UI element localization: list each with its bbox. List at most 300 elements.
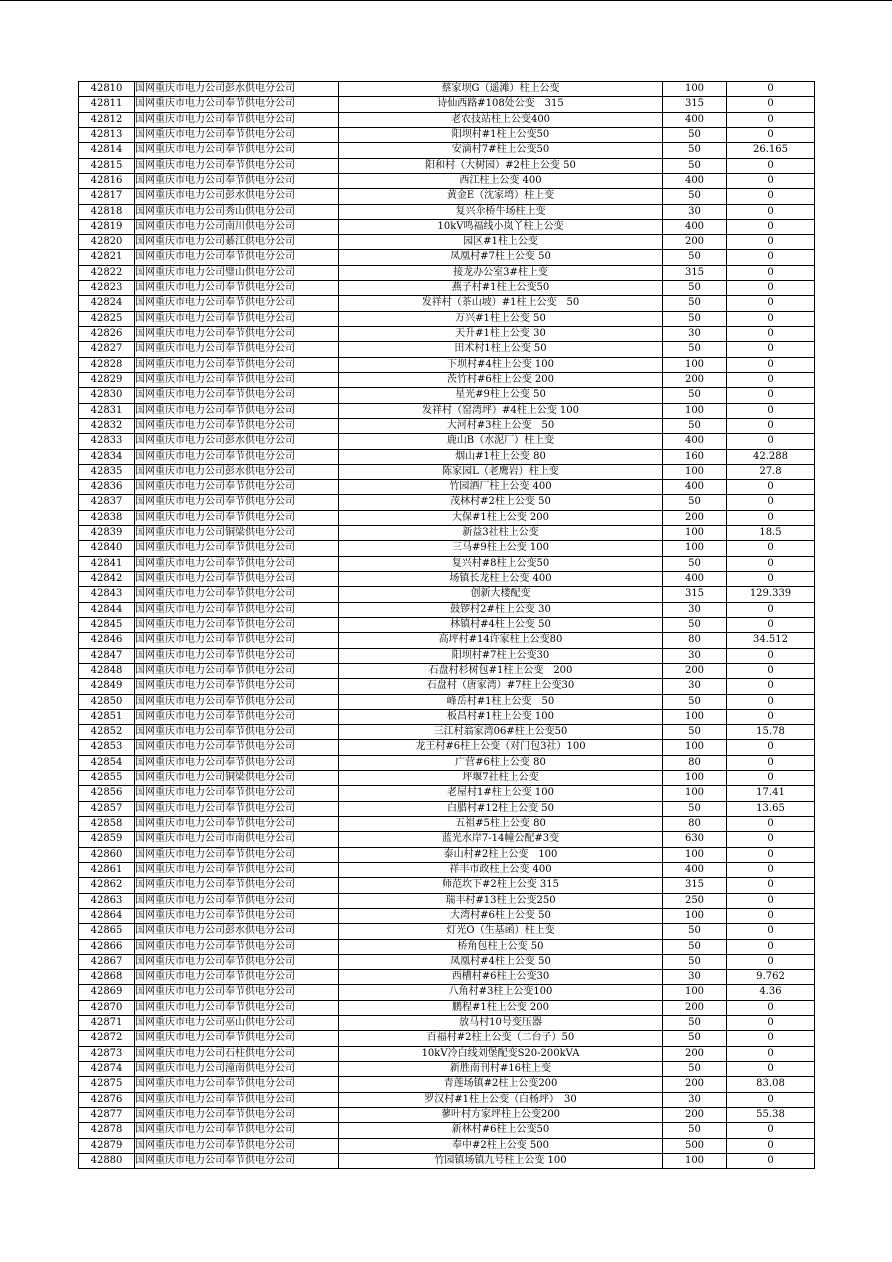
capacity-cell: 50 bbox=[663, 281, 727, 296]
transformer-name-cell: 蓝光水岸7-14幢公配#3变 bbox=[339, 832, 663, 847]
value-cell: 0 bbox=[727, 189, 815, 204]
transformer-name-cell: 发祥村（窑湾坪）#4柱上公变 100 bbox=[339, 403, 663, 418]
value-cell: 0 bbox=[727, 495, 815, 510]
capacity-cell: 50 bbox=[663, 556, 727, 571]
transformer-name-cell: 西槽村#6柱上公变30 bbox=[339, 970, 663, 985]
value-cell: 26.165 bbox=[727, 143, 815, 158]
company-cell: 国网重庆市电力公司奉节供电分公司 bbox=[135, 679, 339, 694]
row-id-cell: 42859 bbox=[79, 832, 135, 847]
value-cell: 0 bbox=[727, 847, 815, 862]
company-cell: 国网重庆市电力公司巫山供电分公司 bbox=[135, 1016, 339, 1031]
capacity-cell: 80 bbox=[663, 755, 727, 770]
company-cell: 国网重庆市电力公司奉节供电分公司 bbox=[135, 372, 339, 387]
transformer-name-cell: 10kV鸣福线小岚丫柱上公变 bbox=[339, 219, 663, 234]
value-cell: 34.512 bbox=[727, 633, 815, 648]
value-cell: 0 bbox=[727, 82, 815, 97]
table-row bbox=[79, 204, 815, 219]
table-row bbox=[79, 219, 815, 234]
table-row bbox=[79, 173, 815, 188]
company-cell: 国网重庆市电力公司奉节供电分公司 bbox=[135, 541, 339, 556]
row-id-cell: 42849 bbox=[79, 679, 135, 694]
value-cell: 0 bbox=[727, 832, 815, 847]
table-row bbox=[79, 786, 815, 801]
transformer-name-cell: 林镇村#4柱上公变 50 bbox=[339, 617, 663, 632]
page-top-rule bbox=[0, 0, 892, 1]
row-id-cell: 42830 bbox=[79, 388, 135, 403]
company-cell: 国网重庆市电力公司奉节供电分公司 bbox=[135, 740, 339, 755]
row-id-cell: 42869 bbox=[79, 985, 135, 1000]
table-row bbox=[79, 296, 815, 311]
transformer-name-cell: 大河村#3柱上公变 50 bbox=[339, 418, 663, 433]
transformer-name-cell: 师范坎下#2柱上公变 315 bbox=[339, 878, 663, 893]
row-id-cell: 42817 bbox=[79, 189, 135, 204]
value-cell: 129.339 bbox=[727, 587, 815, 602]
company-cell: 国网重庆市电力公司奉节供电分公司 bbox=[135, 97, 339, 112]
company-cell: 国网重庆市电力公司奉节供电分公司 bbox=[135, 1153, 339, 1168]
transformer-name-cell: 万兴#1柱上公变 50 bbox=[339, 311, 663, 326]
capacity-cell: 315 bbox=[663, 97, 727, 112]
transformer-name-cell: 大湾村#6柱上公变 50 bbox=[339, 908, 663, 923]
capacity-cell: 200 bbox=[663, 235, 727, 250]
company-cell: 国网重庆市电力公司奉节供电分公司 bbox=[135, 694, 339, 709]
row-id-cell: 42811 bbox=[79, 97, 135, 112]
transformer-name-cell: 竹园酒厂柱上公变 400 bbox=[339, 480, 663, 495]
value-cell: 0 bbox=[727, 556, 815, 571]
value-cell: 0 bbox=[727, 572, 815, 587]
value-cell: 42.288 bbox=[727, 449, 815, 464]
table-row bbox=[79, 265, 815, 280]
transformer-name-cell: 黄金E（沈家塆）柱上变 bbox=[339, 189, 663, 204]
table-row bbox=[79, 617, 815, 632]
transformer-name-cell: 坪堰7社柱上公变 bbox=[339, 771, 663, 786]
transformer-name-cell: 龙王村#6柱上公变（对门包3社）100 bbox=[339, 740, 663, 755]
row-id-cell: 42843 bbox=[79, 587, 135, 602]
company-cell: 国网重庆市电力公司奉节供电分公司 bbox=[135, 173, 339, 188]
company-cell: 国网重庆市电力公司綦江供电分公司 bbox=[135, 235, 339, 250]
company-cell: 国网重庆市电力公司彭水供电分公司 bbox=[135, 464, 339, 479]
value-cell: 0 bbox=[727, 893, 815, 908]
row-id-cell: 42834 bbox=[79, 449, 135, 464]
capacity-cell: 30 bbox=[663, 648, 727, 663]
transformer-name-cell: 石盘村杉树包#1柱上公变 200 bbox=[339, 663, 663, 678]
table-row bbox=[79, 112, 815, 127]
row-id-cell: 42832 bbox=[79, 418, 135, 433]
value-cell: 0 bbox=[727, 817, 815, 832]
table-row bbox=[79, 97, 815, 112]
transformer-name-cell: 桥角包柱上公变 50 bbox=[339, 939, 663, 954]
company-cell: 国网重庆市电力公司奉节供电分公司 bbox=[135, 296, 339, 311]
value-cell: 0 bbox=[727, 1000, 815, 1015]
capacity-cell: 30 bbox=[663, 204, 727, 219]
table-row bbox=[79, 311, 815, 326]
company-cell: 国网重庆市电力公司奉节供电分公司 bbox=[135, 801, 339, 816]
transformer-name-cell: 灯光O（生基函）柱上变 bbox=[339, 924, 663, 939]
value-cell: 0 bbox=[727, 296, 815, 311]
table-row bbox=[79, 464, 815, 479]
transformer-name-cell: 西江柱上公变 400 bbox=[339, 173, 663, 188]
transformer-name-cell: 田术村1柱上公变 50 bbox=[339, 342, 663, 357]
row-id-cell: 42812 bbox=[79, 112, 135, 127]
transformer-name-cell: 五祖#5柱上公变 80 bbox=[339, 817, 663, 832]
capacity-cell: 400 bbox=[663, 173, 727, 188]
transformer-name-cell: 广营#6柱上公变 80 bbox=[339, 755, 663, 770]
row-id-cell: 42837 bbox=[79, 495, 135, 510]
company-cell: 国网重庆市电力公司奉节供电分公司 bbox=[135, 817, 339, 832]
capacity-cell: 30 bbox=[663, 602, 727, 617]
table-row bbox=[79, 1016, 815, 1031]
value-cell: 13.65 bbox=[727, 801, 815, 816]
capacity-cell: 50 bbox=[663, 694, 727, 709]
value-cell: 0 bbox=[727, 1092, 815, 1107]
company-cell: 国网重庆市电力公司铜梁供电分公司 bbox=[135, 526, 339, 541]
row-id-cell: 42878 bbox=[79, 1123, 135, 1138]
value-cell: 0 bbox=[727, 908, 815, 923]
company-cell: 国网重庆市电力公司奉节供电分公司 bbox=[135, 908, 339, 923]
transformer-name-cell: 蔡家坝G（遥滩）柱上公变 bbox=[339, 82, 663, 97]
capacity-cell: 200 bbox=[663, 1107, 727, 1122]
row-id-cell: 42825 bbox=[79, 311, 135, 326]
row-id-cell: 42856 bbox=[79, 786, 135, 801]
capacity-cell: 30 bbox=[663, 1092, 727, 1107]
company-cell: 国网重庆市电力公司奉节供电分公司 bbox=[135, 786, 339, 801]
row-id-cell: 42835 bbox=[79, 464, 135, 479]
company-cell: 国网重庆市电力公司彭水供电分公司 bbox=[135, 434, 339, 449]
value-cell: 0 bbox=[727, 388, 815, 403]
capacity-cell: 400 bbox=[663, 219, 727, 234]
company-cell: 国网重庆市电力公司奉节供电分公司 bbox=[135, 418, 339, 433]
transformer-name-cell: 青莲场镇#2柱上公变200 bbox=[339, 1077, 663, 1092]
transformer-name-cell: 白腊村#12柱上公变 50 bbox=[339, 801, 663, 816]
company-cell: 国网重庆市电力公司奉节供电分公司 bbox=[135, 250, 339, 265]
capacity-cell: 50 bbox=[663, 250, 727, 265]
row-id-cell: 42858 bbox=[79, 817, 135, 832]
transformer-name-cell: 阳和村（大树园）#2柱上公变 50 bbox=[339, 158, 663, 173]
company-cell: 国网重庆市电力公司奉节供电分公司 bbox=[135, 480, 339, 495]
value-cell: 0 bbox=[727, 878, 815, 893]
row-id-cell: 42827 bbox=[79, 342, 135, 357]
value-cell: 0 bbox=[727, 219, 815, 234]
capacity-cell: 50 bbox=[663, 1123, 727, 1138]
company-cell: 国网重庆市电力公司奉节供电分公司 bbox=[135, 572, 339, 587]
capacity-cell: 100 bbox=[663, 541, 727, 556]
company-cell: 国网重庆市电力公司奉节供电分公司 bbox=[135, 985, 339, 1000]
value-cell: 0 bbox=[727, 663, 815, 678]
capacity-cell: 50 bbox=[663, 1062, 727, 1077]
value-cell: 17.41 bbox=[727, 786, 815, 801]
company-cell: 国网重庆市电力公司奉节供电分公司 bbox=[135, 1077, 339, 1092]
capacity-cell: 50 bbox=[663, 296, 727, 311]
row-id-cell: 42818 bbox=[79, 204, 135, 219]
capacity-cell: 315 bbox=[663, 265, 727, 280]
table-row bbox=[79, 1092, 815, 1107]
row-id-cell: 42871 bbox=[79, 1016, 135, 1031]
transformer-name-cell: 大保#1柱上公变 200 bbox=[339, 510, 663, 525]
capacity-cell: 100 bbox=[663, 464, 727, 479]
value-cell: 0 bbox=[727, 510, 815, 525]
capacity-cell: 400 bbox=[663, 862, 727, 877]
value-cell: 0 bbox=[727, 403, 815, 418]
company-cell: 国网重庆市电力公司奉节供电分公司 bbox=[135, 357, 339, 372]
capacity-cell: 400 bbox=[663, 112, 727, 127]
row-id-cell: 42876 bbox=[79, 1092, 135, 1107]
transformer-name-cell: 老农技站柱上公变400 bbox=[339, 112, 663, 127]
table-row bbox=[79, 587, 815, 602]
value-cell: 0 bbox=[727, 1046, 815, 1061]
row-id-cell: 42872 bbox=[79, 1031, 135, 1046]
company-cell: 国网重庆市电力公司彭水供电分公司 bbox=[135, 82, 339, 97]
capacity-cell: 100 bbox=[663, 985, 727, 1000]
value-cell: 0 bbox=[727, 434, 815, 449]
transformer-name-cell: 阳坝村#7柱上公变30 bbox=[339, 648, 663, 663]
row-id-cell: 42821 bbox=[79, 250, 135, 265]
table-row bbox=[79, 434, 815, 449]
capacity-cell: 100 bbox=[663, 786, 727, 801]
capacity-cell: 30 bbox=[663, 970, 727, 985]
capacity-cell: 200 bbox=[663, 663, 727, 678]
company-cell: 国网重庆市电力公司奉节供电分公司 bbox=[135, 1000, 339, 1015]
value-cell: 0 bbox=[727, 648, 815, 663]
company-cell: 国网重庆市电力公司奉节供电分公司 bbox=[135, 158, 339, 173]
value-cell: 0 bbox=[727, 1062, 815, 1077]
row-id-cell: 42862 bbox=[79, 878, 135, 893]
row-id-cell: 42850 bbox=[79, 694, 135, 709]
company-cell: 国网重庆市电力公司铜梁供电分公司 bbox=[135, 771, 339, 786]
transformer-table bbox=[78, 81, 815, 1169]
table-row bbox=[79, 1062, 815, 1077]
value-cell: 15.78 bbox=[727, 725, 815, 740]
table-row bbox=[79, 327, 815, 342]
row-id-cell: 42860 bbox=[79, 847, 135, 862]
transformer-name-cell: 凤凰村#7柱上公变 50 bbox=[339, 250, 663, 265]
row-id-cell: 42857 bbox=[79, 801, 135, 816]
row-id-cell: 42841 bbox=[79, 556, 135, 571]
capacity-cell: 50 bbox=[663, 189, 727, 204]
capacity-cell: 50 bbox=[663, 495, 727, 510]
transformer-name-cell: 百福村#2柱上公变（二台子）50 bbox=[339, 1031, 663, 1046]
transformer-name-cell: 复兴伞桥牛场柱上变 bbox=[339, 204, 663, 219]
row-id-cell: 42813 bbox=[79, 127, 135, 142]
capacity-cell: 100 bbox=[663, 403, 727, 418]
transformer-name-cell: 祥丰市政柱上公变 400 bbox=[339, 862, 663, 877]
table-row bbox=[79, 648, 815, 663]
capacity-cell: 50 bbox=[663, 418, 727, 433]
table-row bbox=[79, 388, 815, 403]
capacity-cell: 100 bbox=[663, 82, 727, 97]
company-cell: 国网重庆市电力公司奉节供电分公司 bbox=[135, 1031, 339, 1046]
transformer-name-cell: 老屋村1#柱上公变 100 bbox=[339, 786, 663, 801]
table-row bbox=[79, 480, 815, 495]
row-id-cell: 42823 bbox=[79, 281, 135, 296]
row-id-cell: 42875 bbox=[79, 1077, 135, 1092]
table-row bbox=[79, 939, 815, 954]
row-id-cell: 42810 bbox=[79, 82, 135, 97]
capacity-cell: 50 bbox=[663, 725, 727, 740]
row-id-cell: 42822 bbox=[79, 265, 135, 280]
value-cell: 0 bbox=[727, 173, 815, 188]
table-row bbox=[79, 1153, 815, 1168]
table-row bbox=[79, 1123, 815, 1138]
transformer-name-cell: 鹿山B（水泥厂）柱上变 bbox=[339, 434, 663, 449]
value-cell: 0 bbox=[727, 418, 815, 433]
table-row bbox=[79, 709, 815, 724]
transformer-name-cell: 竹园镇场镇九号柱上公变 100 bbox=[339, 1153, 663, 1168]
value-cell: 18.5 bbox=[727, 526, 815, 541]
transformer-name-cell: 新胜南刊村#16柱上变 bbox=[339, 1062, 663, 1077]
capacity-cell: 50 bbox=[663, 127, 727, 142]
transformer-name-cell: 罗汉村#1柱上公变（白杨坪） 30 bbox=[339, 1092, 663, 1107]
row-id-cell: 42853 bbox=[79, 740, 135, 755]
table-row bbox=[79, 235, 815, 250]
table-row bbox=[79, 1138, 815, 1153]
row-id-cell: 42847 bbox=[79, 648, 135, 663]
value-cell: 0 bbox=[727, 311, 815, 326]
table-row bbox=[79, 755, 815, 770]
table-row bbox=[79, 725, 815, 740]
table-row bbox=[79, 556, 815, 571]
transformer-name-cell: 创新大楼配变 bbox=[339, 587, 663, 602]
row-id-cell: 42861 bbox=[79, 862, 135, 877]
table-row bbox=[79, 862, 815, 877]
value-cell: 0 bbox=[727, 235, 815, 250]
value-cell: 0 bbox=[727, 265, 815, 280]
row-id-cell: 42815 bbox=[79, 158, 135, 173]
table-row bbox=[79, 954, 815, 969]
table-row bbox=[79, 158, 815, 173]
transformer-name-cell: 诗仙西路#108处公变 315 bbox=[339, 97, 663, 112]
transformer-name-cell: 10kV冷白线刘堡配变S20-200kVA bbox=[339, 1046, 663, 1061]
company-cell: 国网重庆市电力公司奉节供电分公司 bbox=[135, 1123, 339, 1138]
capacity-cell: 200 bbox=[663, 1000, 727, 1015]
company-cell: 国网重庆市电力公司奉节供电分公司 bbox=[135, 725, 339, 740]
capacity-cell: 200 bbox=[663, 372, 727, 387]
company-cell: 国网重庆市电力公司奉节供电分公司 bbox=[135, 954, 339, 969]
value-cell: 0 bbox=[727, 204, 815, 219]
capacity-cell: 100 bbox=[663, 847, 727, 862]
company-cell: 国网重庆市电力公司奉节供电分公司 bbox=[135, 143, 339, 158]
transformer-name-cell: 茨竹村#6柱上公变 200 bbox=[339, 372, 663, 387]
value-cell: 83.08 bbox=[727, 1077, 815, 1092]
table-row bbox=[79, 189, 815, 204]
value-cell: 0 bbox=[727, 1031, 815, 1046]
table-row bbox=[79, 832, 815, 847]
transformer-name-cell: 八角村#3柱上公变100 bbox=[339, 985, 663, 1000]
company-cell: 国网重庆市电力公司奉节供电分公司 bbox=[135, 311, 339, 326]
table-row bbox=[79, 970, 815, 985]
row-id-cell: 42870 bbox=[79, 1000, 135, 1015]
table-row bbox=[79, 541, 815, 556]
value-cell: 0 bbox=[727, 939, 815, 954]
table-row bbox=[79, 633, 815, 648]
transformer-name-cell: 凤凰村#4柱上公变 50 bbox=[339, 954, 663, 969]
company-cell: 国网重庆市电力公司秀山供电分公司 bbox=[135, 204, 339, 219]
value-cell: 0 bbox=[727, 1138, 815, 1153]
row-id-cell: 42867 bbox=[79, 954, 135, 969]
row-id-cell: 42880 bbox=[79, 1153, 135, 1168]
company-cell: 国网重庆市电力公司奉节供电分公司 bbox=[135, 1092, 339, 1107]
transformer-name-cell: 蓼叶村方家坪柱上公变200 bbox=[339, 1107, 663, 1122]
value-cell: 0 bbox=[727, 357, 815, 372]
company-cell: 国网重庆市电力公司奉节供电分公司 bbox=[135, 648, 339, 663]
table-row bbox=[79, 1046, 815, 1061]
table-row bbox=[79, 281, 815, 296]
company-cell: 国网重庆市电力公司奉节供电分公司 bbox=[135, 617, 339, 632]
capacity-cell: 400 bbox=[663, 480, 727, 495]
row-id-cell: 42865 bbox=[79, 924, 135, 939]
capacity-cell: 50 bbox=[663, 388, 727, 403]
transformer-name-cell: 星光#9柱上公变 50 bbox=[339, 388, 663, 403]
company-cell: 国网重庆市电力公司奉节供电分公司 bbox=[135, 755, 339, 770]
transformer-name-cell: 新益3社柱上公变 bbox=[339, 526, 663, 541]
table-row bbox=[79, 127, 815, 142]
capacity-cell: 30 bbox=[663, 679, 727, 694]
transformer-name-cell: 接龙办公室3#柱上变 bbox=[339, 265, 663, 280]
transformer-name-cell: 三江村翁家湾06#柱上公变50 bbox=[339, 725, 663, 740]
company-cell: 国网重庆市电力公司奉节供电分公司 bbox=[135, 862, 339, 877]
row-id-cell: 42877 bbox=[79, 1107, 135, 1122]
capacity-cell: 50 bbox=[663, 311, 727, 326]
capacity-cell: 50 bbox=[663, 143, 727, 158]
company-cell: 国网重庆市电力公司南川供电分公司 bbox=[135, 219, 339, 234]
transformer-name-cell: 放马村10号变压器 bbox=[339, 1016, 663, 1031]
transformer-name-cell: 峰岳村#1柱上公变 50 bbox=[339, 694, 663, 709]
row-id-cell: 42866 bbox=[79, 939, 135, 954]
value-cell: 0 bbox=[727, 1016, 815, 1031]
value-cell: 0 bbox=[727, 480, 815, 495]
capacity-cell: 50 bbox=[663, 342, 727, 357]
table-row bbox=[79, 694, 815, 709]
row-id-cell: 42814 bbox=[79, 143, 135, 158]
transformer-name-cell: 石盘村（唐家湾）#7柱上公变30 bbox=[339, 679, 663, 694]
company-cell: 国网重庆市电力公司奉节供电分公司 bbox=[135, 1138, 339, 1153]
transformer-name-cell: 瑞丰村#13柱上公变250 bbox=[339, 893, 663, 908]
capacity-cell: 50 bbox=[663, 924, 727, 939]
capacity-cell: 400 bbox=[663, 572, 727, 587]
table-row bbox=[79, 510, 815, 525]
table-row bbox=[79, 342, 815, 357]
value-cell: 0 bbox=[727, 954, 815, 969]
table-row bbox=[79, 1000, 815, 1015]
row-id-cell: 42838 bbox=[79, 510, 135, 525]
company-cell: 国网重庆市电力公司彭水供电分公司 bbox=[135, 924, 339, 939]
table-row bbox=[79, 679, 815, 694]
transformer-name-cell: 泰山村#2柱上公变 100 bbox=[339, 847, 663, 862]
company-cell: 国网重庆市电力公司奉节供电分公司 bbox=[135, 327, 339, 342]
transformer-name-cell: 高坪村#14许家柱上公变80 bbox=[339, 633, 663, 648]
table-row bbox=[79, 663, 815, 678]
value-cell: 0 bbox=[727, 327, 815, 342]
capacity-cell: 100 bbox=[663, 908, 727, 923]
capacity-cell: 200 bbox=[663, 1046, 727, 1061]
value-cell: 0 bbox=[727, 709, 815, 724]
capacity-cell: 50 bbox=[663, 939, 727, 954]
row-id-cell: 42845 bbox=[79, 617, 135, 632]
company-cell: 国网重庆市电力公司彭水供电分公司 bbox=[135, 189, 339, 204]
value-cell: 0 bbox=[727, 679, 815, 694]
value-cell: 0 bbox=[727, 740, 815, 755]
value-cell: 0 bbox=[727, 617, 815, 632]
value-cell: 0 bbox=[727, 1123, 815, 1138]
row-id-cell: 42828 bbox=[79, 357, 135, 372]
value-cell: 0 bbox=[727, 862, 815, 877]
row-id-cell: 42831 bbox=[79, 403, 135, 418]
row-id-cell: 42863 bbox=[79, 893, 135, 908]
row-id-cell: 42864 bbox=[79, 908, 135, 923]
company-cell: 国网重庆市电力公司奉节供电分公司 bbox=[135, 449, 339, 464]
company-cell: 国网重庆市电力公司市南供电分公司 bbox=[135, 832, 339, 847]
company-cell: 国网重庆市电力公司奉节供电分公司 bbox=[135, 939, 339, 954]
capacity-cell: 630 bbox=[663, 832, 727, 847]
row-id-cell: 42846 bbox=[79, 633, 135, 648]
